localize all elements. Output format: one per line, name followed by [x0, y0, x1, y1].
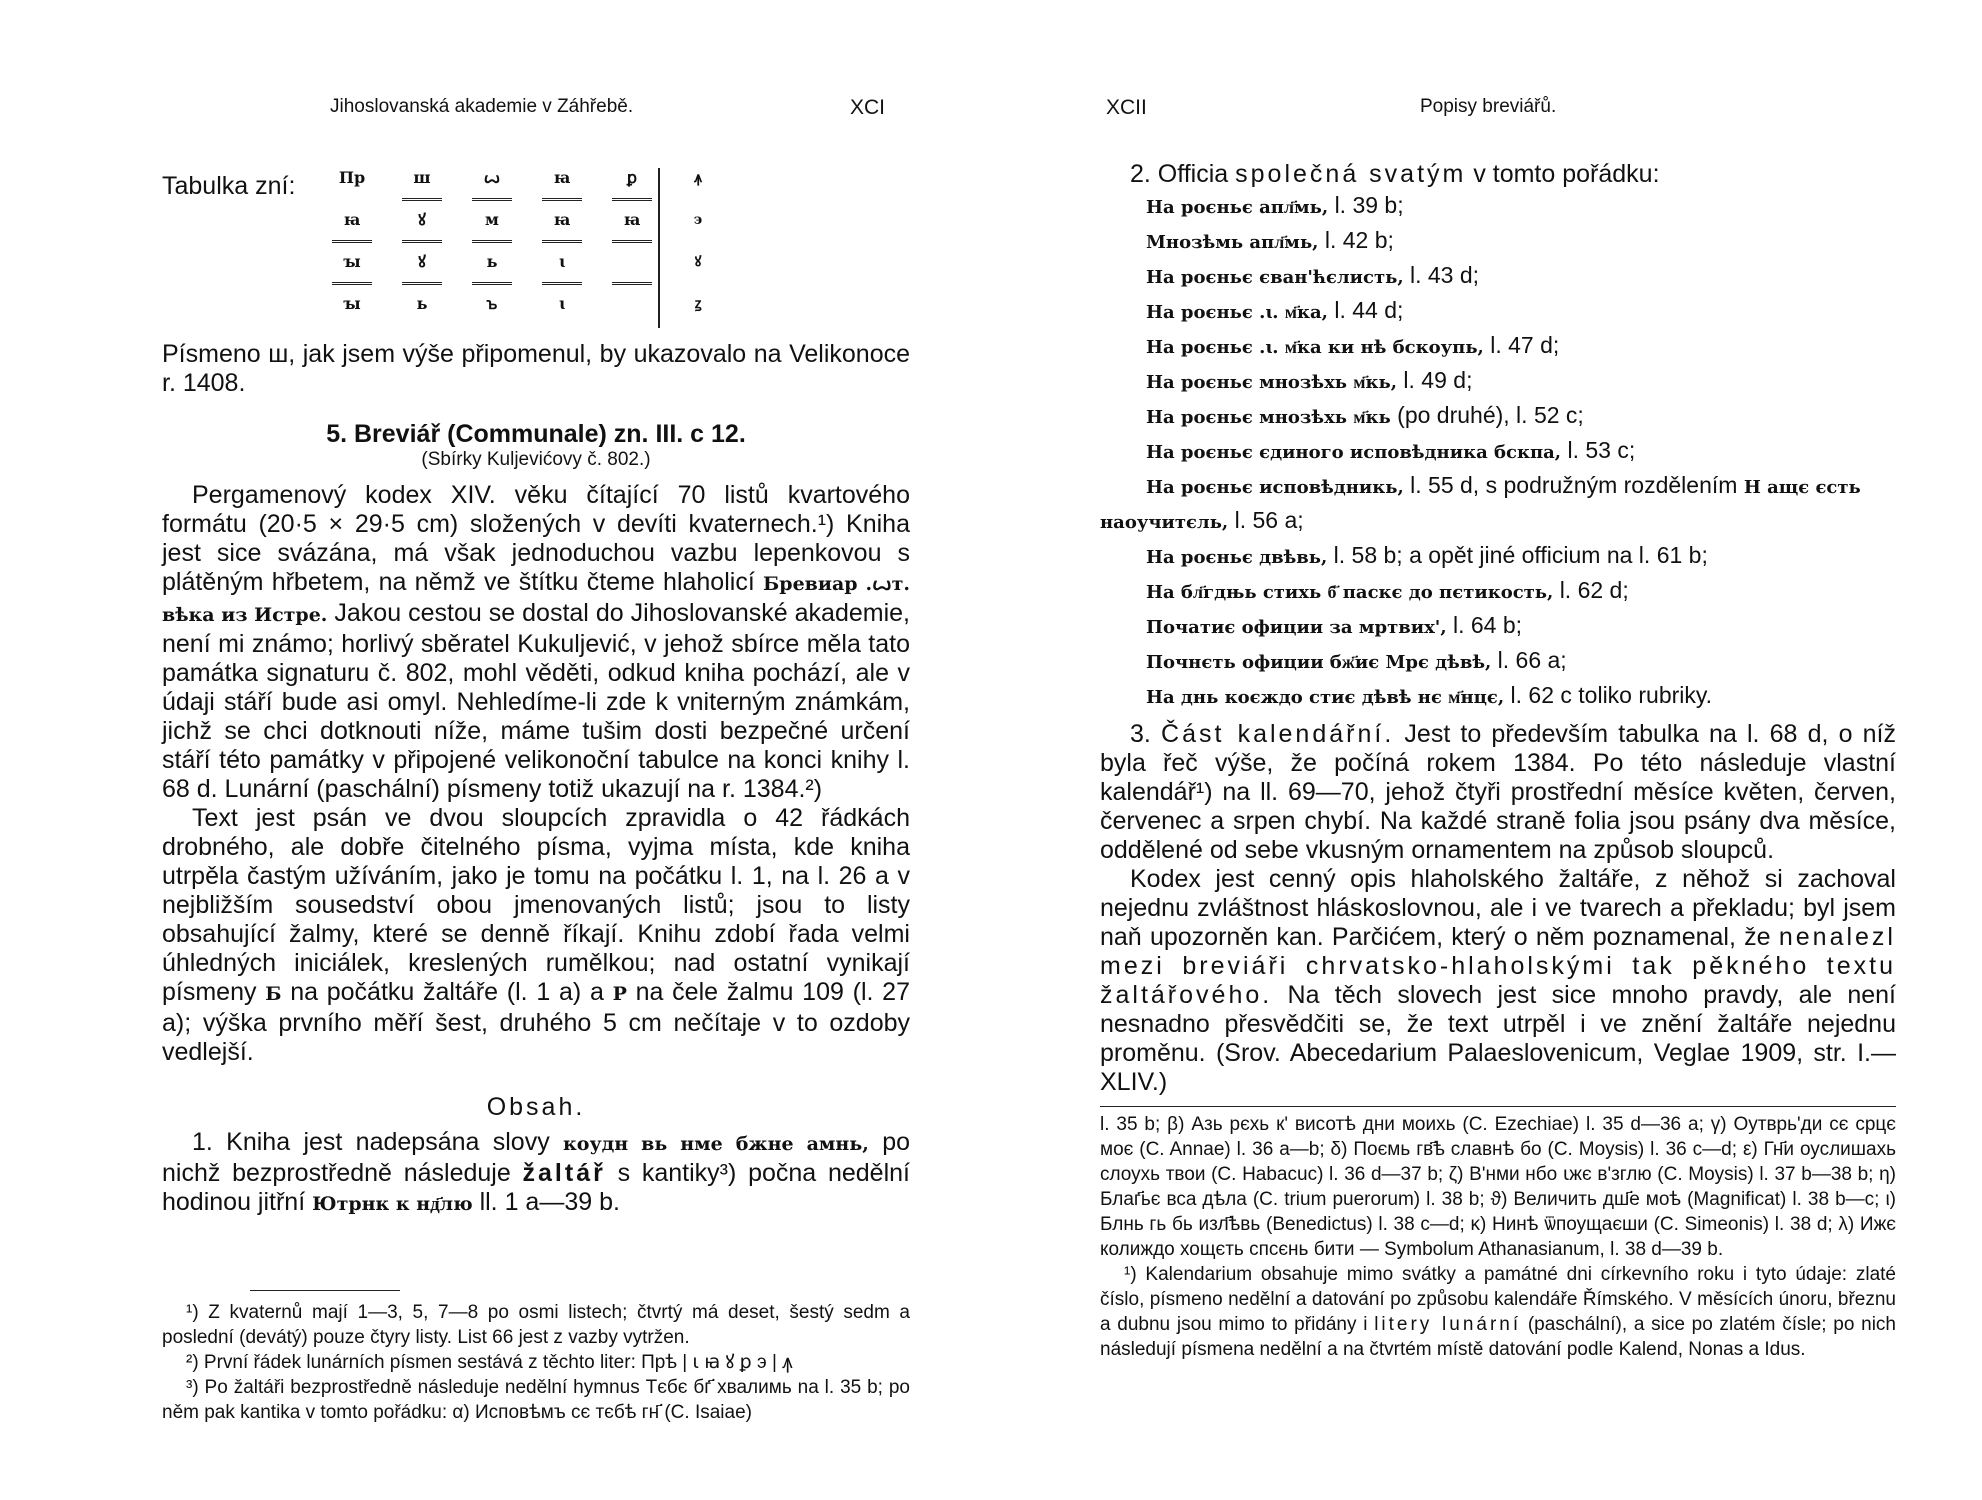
table-extra-cell: э [693, 212, 703, 228]
list-item [1100, 224, 1896, 259]
table-cell [612, 252, 652, 285]
table-cell: ꙗ [612, 210, 652, 243]
table-grid [332, 168, 712, 338]
glagolitic-office: На роєньє єван'ћєлисть, [1146, 267, 1404, 288]
paragraph-contents [162, 1128, 910, 1219]
list-item [1100, 329, 1896, 364]
running-head [1100, 96, 1896, 126]
office-ref: l. 58 b; a opět jiné officium na l. 61 b; [1333, 542, 1708, 568]
table-cell: ꙗ [542, 210, 582, 243]
table-extra-cell: ꙋ [694, 254, 702, 270]
footnote-rule [250, 1290, 400, 1291]
list-item [1100, 294, 1896, 329]
list-item [1100, 259, 1896, 294]
glagolitic-office: На роєньє .ꙇ. м҃ка, [1146, 302, 1328, 323]
paragraph-kodex [1100, 865, 1896, 1097]
emphasis-quote: nenalezl mezi breviáři chrvatsko-hlaholskými tak pěkného textu žaltářového. [1100, 923, 1896, 1009]
glagolitic-letter: Р [612, 983, 627, 1005]
table-cell: ꙑ [343, 294, 361, 313]
glagolitic-office: Початиє официи за мртвих', [1146, 617, 1447, 638]
table-extra-cell: ꙁ [694, 296, 702, 312]
right-body [1100, 160, 1896, 1097]
table-cell: ꙗ [332, 210, 372, 243]
paragraph-text: 1. Kniha jest nadepsána slovy [192, 1128, 550, 1156]
glagolitic-office: На роєньє мнозѣхь м҃кь [1146, 407, 1391, 428]
heading-rest: v tomto pořádku: [1473, 160, 1660, 188]
paragraph-script [162, 804, 910, 1067]
glagolitic-office: Почнєть официи бж҃иє Мрє дѣвѣ, [1146, 652, 1492, 673]
office-ref: l. 42 b; [1324, 227, 1394, 253]
table-cell: ш [402, 168, 442, 201]
office-ref: l. 47 d; [1490, 332, 1560, 358]
list-item [1100, 364, 1896, 399]
office-ref: l. 53 c; [1567, 437, 1636, 463]
list-item [1100, 399, 1896, 434]
page-number: XCI [850, 96, 886, 119]
heading-number: 3. [1130, 720, 1151, 748]
list-item [1100, 504, 1896, 539]
table-cell: ꙋ [402, 210, 442, 243]
glagolitic-office: На днь коєждо стиє дѣвѣ нє м҃нцє, [1146, 687, 1505, 708]
easter-table [162, 168, 722, 338]
list-item [1100, 644, 1896, 679]
section-2-heading [1100, 160, 1896, 189]
paragraph-text: s kantiky³) počna nedělní hodinou jitřní [162, 1159, 910, 1216]
footnote-continued: l. 35 b; β) Азь рєхь к' висотѣ дни моихь (C. Ezechiae) l. 35 d—36 a; γ) Оутврь'ди сє срцє моє (C. Annae) l. 36 a—b; δ) Поємь гв҃ѣ славнѣ бо (C. Moysis) l. 36 c—d; ε) Гн҃и оуслишахь слоухь твои (C. Habacuc) l. 36 d—37 b; ζ) В'нми нбо ꙇжє в'зглю (C. Moysis) l. 37 b—38 b; η) Благ҃ьє вса дѣла (C. trium puerorum) l. 38 b; ϑ) Величить дш҃е моѣ (Magnificat) l. 38 b—c; ι) Блнь гь бь изл҃ѣвь (Benedictus) l. 38 c—d; κ) Нинѣ ѿпоущаєши (C. Simeonis) l. 38 d; λ) Ижє колиждо хощєть спсєнь бити — Symbolum Athanasianum, l. 38 d—39 b. [1100, 1114, 1896, 1260]
obsah-heading: Obsah. [486, 1093, 586, 1121]
office-ref: l. 44 d; [1334, 297, 1404, 323]
glagolitic-office: Мнозѣмь апл҃мь, [1146, 232, 1319, 253]
list-item [1100, 189, 1896, 224]
footnote: ³) Po žaltáři bezprostředně následuje nedělní hymnus Тєбє бг҃ хвалимь na l. 35 b; po něm pak kantika v tomto pořádku: α) Исповѣмъ сє тєбѣ гн҃ (C. Isaiae) [162, 1377, 910, 1423]
table-extra-cell: ꙟ [694, 170, 702, 186]
footnote: ¹) Z kvaternů mají 1—3, 5, 7—8 po osmi listech; čtvrtý má deset, šestý sedm a poslední (devátý) pouze čtyry listy. List 66 jest z vazby vytržen. [162, 1302, 910, 1348]
table-row [332, 252, 712, 292]
paragraph-text: Kodex jest cenný opis hlaholského žaltáře, z něhož si zachoval nejednu zvláštnost hláskoslovnou, ale i ve tvarech a překladu; byl jsem naň upozorněn kan. Parčićem, který o něm poznamenal, že [1100, 865, 1896, 951]
footnote-text: (paschální), a sice po zlatém čísle; po nich následují písmena nedělní a na čtvrtém místě datování podle Kalend, Nonas a Idus. [1100, 1314, 1896, 1360]
left-body [162, 340, 910, 1219]
table-cell: Пр [338, 168, 366, 187]
office-ref: l. 62 d; [1559, 577, 1629, 603]
footnote: ²) První řádek lunárních písmen sestává z těchto liter: Прѣ | ꙇ ꙗ ꙋ ꝑ э | ꙟ [186, 1352, 793, 1373]
glagolitic-office: На роєньє исповѣдникь, [1146, 477, 1404, 498]
glagolitic-office: На роєньє .ꙇ. м҃ка ки нѣ бскоупь, [1146, 337, 1484, 358]
office-list [1100, 189, 1896, 714]
section-3-paragraph [1100, 720, 1896, 865]
office-ref: l. 56 a; [1234, 507, 1304, 533]
glagolitic-inscription: Бревиар .ꙍт. вѣка из Истре. [162, 573, 911, 626]
table-cell: ꙗ [542, 168, 582, 201]
paragraph-table-note: Písmeno ш, jak jsem výše připomenul, by ukazovalo na Velikonoce r. 1408. [162, 340, 910, 397]
paragraph-text: na čele žalmu 109 (l. 27 a); výška prvního měří šest, druhého 5 cm nečítaje v to ozdoby vedlejší. [162, 978, 910, 1066]
office-ref: l. 62 c toliko rubriky. [1510, 682, 1713, 708]
table-cell [612, 294, 652, 324]
list-item [1100, 469, 1896, 504]
table-label: Tabulka zní: [162, 172, 296, 200]
running-head-title: Popisy breviářů. [1420, 96, 1557, 117]
table-cell: м [472, 210, 512, 243]
office-ref: (po druhé), l. 52 c; [1397, 402, 1584, 428]
table-cell: ꙇ [558, 294, 566, 313]
page-number: XCII [1106, 96, 1147, 119]
paragraph-text: Text jest psán ve dvou sloupcích zpravidla o 42 řádkách drobného, ale dobře čitelného písma, vyjma místa, kde kniha utrpěla častým užíváním, jako je tomu na počátku l. 1, na l. 26 a v nejbližším sousedství obou jmenovaných listů; jsou to listy obsahující žalmy, které se denně říkají. Knihu zdobí řada velmi úhledných iniciálek, kreslených rumělkou; nad ostatní vynikají písmeny [162, 804, 910, 1006]
office-ref: l. 66 a; [1497, 647, 1567, 673]
office-ref: l. 55 d, s podružným rozdělením [1410, 472, 1738, 498]
list-item [1100, 539, 1896, 574]
list-item [1100, 434, 1896, 469]
footnote-text: ¹) Kalendarium obsahuje mimo svátky a památné dni církevního roku i tyto údaje: zlaté číslo, písmeno nedělní a datování po způsobu kalendáře Římského. V měsících únoru, březnu a dubnu jsou mimo to přidány i [1100, 1264, 1896, 1335]
table-cell: ꙇ [542, 252, 582, 285]
office-ref: l. 39 b; [1334, 192, 1404, 218]
running-head-title: Jihoslovanská akademie v Záhřebě. [330, 96, 634, 117]
heading-spaced: Část kalendářní. [1161, 720, 1395, 748]
table-row [332, 210, 712, 250]
list-item [1100, 574, 1896, 609]
heading-number: 2. Officia [1130, 160, 1229, 188]
section-title: 5. Breviář (Communale) zn. III. c 12. [326, 420, 746, 448]
glagolitic-office: наоучитєль, [1100, 512, 1229, 533]
glagolitic-office: На роєньє апл҃мь, [1146, 197, 1329, 218]
paragraph-text: Pergamenový kodex XIV. věku čítající 70 listů kvartového formátu (20·5 × 29·5 cm) složených v devíti kvaternech.¹) Kniha jest sice svázána, má však jednoduchou vazbu lepenkovou s plátěným hřbetem, na němž ve štítku čteme hlaholicí [162, 481, 910, 596]
table-cell: ꝑ [612, 168, 652, 201]
glagolitic-title: коудн вь нме бжне амнь, [563, 1133, 869, 1155]
table-cell: ꙍ [472, 168, 512, 201]
paragraph-text: ll. 1 a—39 b. [479, 1188, 620, 1216]
glagolitic-office: На роєньє двѣвь, [1146, 547, 1328, 568]
table-cell: ꙏ [486, 294, 498, 313]
office-ref: l. 43 d; [1410, 262, 1480, 288]
footnotes [1100, 1112, 1896, 1362]
table-cell: ь [416, 294, 428, 313]
glagolitic-letter: Б [265, 983, 282, 1005]
glagolitic-hour: Ютрнк к нд҃лю [312, 1193, 473, 1215]
running-head [150, 96, 910, 126]
glagolitic-office: На роєньє мнозѣхь м҃кь, [1146, 372, 1398, 393]
table-row [332, 168, 712, 208]
heading-spaced: společná svatým [1235, 160, 1467, 188]
paragraph-description [162, 481, 910, 804]
paragraph-text: Jakou cestou se dostal do Jihoslovanské akademie, není mi známo; horlivý sběratel Kukuljević, v jehož sbírce měla tato památka signaturu č. 802, mohl věděti, odkud kniha pochází, ale v údaji stáří bude asi omyl. Nehledíme-li zde k vniterným známkám, jichž se chci dotknouti níže, máme tušim dosti bezpečné určení stáří této památky v připojené velikonoční tabulce na konci knihy l. 68 d. Lunární (paschální) písmeny totiž ukazují na r. 1384.²) [162, 599, 910, 803]
office-ref: l. 64 b; [1452, 612, 1523, 638]
footnote [1100, 1262, 1896, 1362]
table-row [332, 294, 712, 334]
glagolitic-office: Н ащє єсть [1743, 477, 1861, 498]
footnotes [162, 1300, 910, 1425]
paragraph-text: po nichž bezprostředně následuje [162, 1128, 911, 1187]
list-item [1100, 679, 1896, 714]
emphasis-zaltar: žaltář [522, 1159, 606, 1187]
paragraph-text: na počátku žaltáře (l. 1 a) a [290, 978, 604, 1006]
glagolitic-office: На роєньє єдиного исповѣдника бскпа, [1146, 442, 1562, 463]
glagolitic-office: На бл҃гдњь стихь б҃ паскє до пєтикость, [1146, 582, 1554, 603]
table-cell: ꙑ [332, 252, 372, 285]
emphasis-spaced: litery lunární [1374, 1314, 1522, 1335]
paragraph-text: Jest to především tabulka na l. 68 d, o níž byla řeč výše, že počíná rokem 1384. Po této následuje vlastní kalendář¹) na ll. 69—70, jehož čtyři prostřední měsíce květen, červen, červenec a srpen chybí. Na každé straně folia jsou psány dva měsíce, oddělené od sebe vkusným ornamentem na způsob sloupců. [1100, 720, 1896, 864]
section-subtitle: (Sbírky Kuljevićovy č. 802.) [421, 449, 651, 470]
paragraph-text: Na těch slovech jest sice mnoho pravdy, ale není nesnadno přesvědčiti se, že text utrpěl i ve znění žaltáře nejednu proměnu. (Srov. Abecedarium Palaeslovenicum, Veglae 1909, str. I.—XLIV.) [1100, 981, 1896, 1096]
list-item [1100, 609, 1896, 644]
table-cell: ꙋ [402, 252, 442, 285]
table-cell: ь [472, 252, 512, 285]
office-ref: l. 49 d; [1403, 367, 1473, 393]
footnote-rule [1100, 1106, 1896, 1107]
